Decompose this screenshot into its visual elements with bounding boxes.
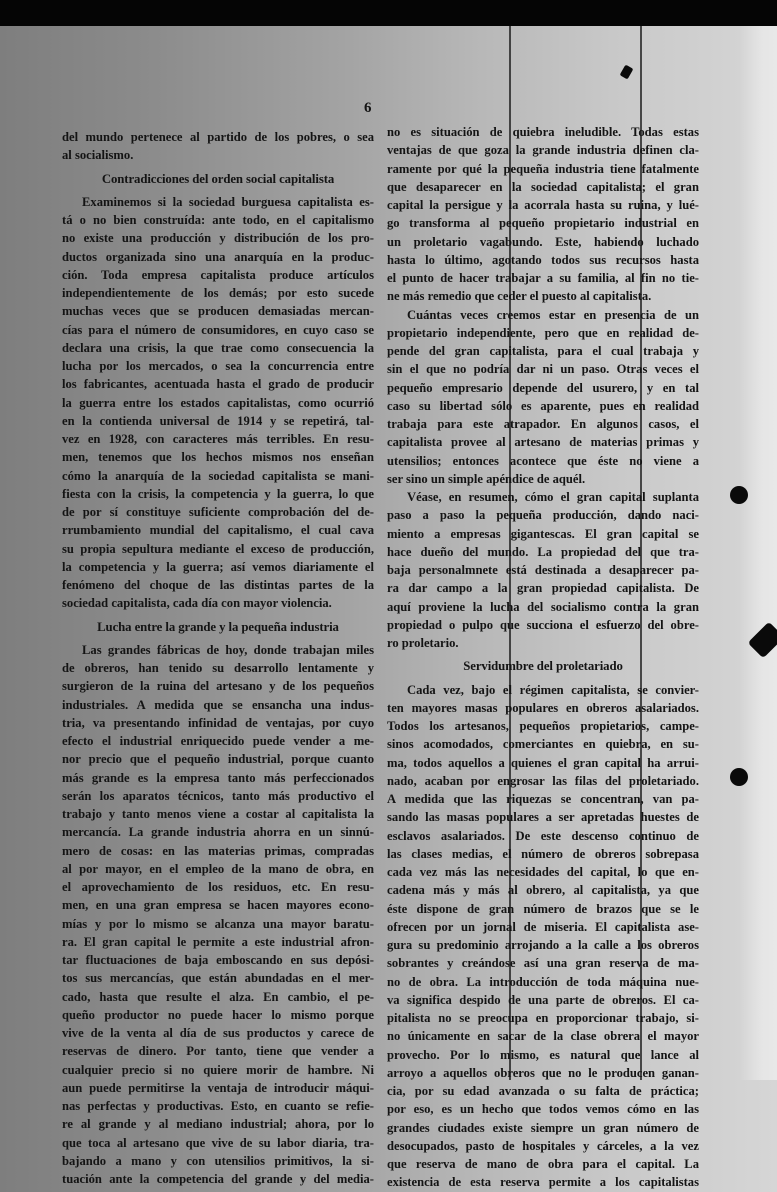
text-line: vez en 1928, con caracteres más terribles. En resu- xyxy=(62,432,374,446)
text-line: surgieron de la ruina del artesano y de los pequeños xyxy=(62,679,374,694)
text-line: fiesta con la crisis, la competencia y la guerra, lo que xyxy=(62,486,374,501)
text-line: sinos acomodados, comerciantes en quiebra, en su- xyxy=(387,737,699,752)
text-line: Todos los artesanos, pequeños propietarios, campe- xyxy=(387,719,699,733)
text-line: miento a empresas gigantescas. El gran capital se xyxy=(387,526,699,541)
text-line: ser sino un simple apéndice de aquél. xyxy=(387,471,586,486)
text-line: ra dar campo a la gran propiedad capitalista. De xyxy=(387,581,699,596)
text-column-right xyxy=(387,123,699,1192)
section-heading: Lucha entre la grande y la pequeña industria xyxy=(97,619,339,634)
text-line: tá o no bien construída: ante todo, en el capitalismo xyxy=(62,213,374,227)
paragraph xyxy=(387,306,699,489)
text-line: pende del gran capitalista, para el cual trabaja y xyxy=(387,344,699,358)
text-line: bajando a mano y con utensilios primitivos, la si- xyxy=(62,1153,374,1168)
text-line: Cuántas veces creemos estar en presencia de un xyxy=(407,307,699,322)
text-line: ro proletario. xyxy=(387,636,459,650)
paragraph xyxy=(387,123,699,306)
paragraph xyxy=(62,193,374,613)
text-column-left xyxy=(62,128,374,1188)
text-line: queño productor no puede hacer lo mismo porque xyxy=(62,1007,374,1022)
text-line: ne más remedio que ceder el puesto al capitalista. xyxy=(387,289,652,304)
scan-top-border xyxy=(0,0,777,26)
text-line: existencia de esta reserva permite a los capitalistas xyxy=(387,1175,699,1190)
text-line: rrumbamiento mundial del capitalismo, el cual cava xyxy=(62,523,374,538)
text-line: efecto el industrial enriquecido puede vender a me- xyxy=(62,734,374,748)
text-line: ventajas de que goza la grande industria definen cla- xyxy=(387,143,699,158)
text-line: reservas de dinero. Por tanto, tiene que vender a xyxy=(62,1044,374,1059)
text-line: ramente por qué la pequeña industria tiene fatalmente xyxy=(387,161,699,176)
text-line: men, tenemos que los hechos mismos nos enseñan xyxy=(62,450,374,465)
text-line: la competencia y la guerra; así vemos diariamente el xyxy=(62,559,374,574)
text-line: desocupados, pasto de hospitales y cárceles, a la vez xyxy=(387,1138,699,1153)
text-line: al socialismo. xyxy=(62,148,134,163)
text-line: gura su predominio arrojando a la calle a los obreros xyxy=(387,938,699,952)
text-line: que toca al artesano que vive de su labor diaria, tra- xyxy=(62,1135,374,1150)
text-line: pitalista no se preocupa en proporcionar trabajo, si- xyxy=(387,1011,699,1025)
text-line: fenómeno del choque de las distintas partes de la xyxy=(62,578,374,592)
text-line: tuación ante la competencia del grande y del media- xyxy=(62,1172,374,1186)
text-line: trabajo y tanto menos viene a costar al capitalista la xyxy=(62,807,374,821)
text-line: caso su libertad sólo es aparente, pues en realidad xyxy=(387,398,699,413)
text-line: arroyo a aquellos obreros que no le producen ganan- xyxy=(387,1065,699,1080)
text-line: su propia sepultura mediante el exceso de producción, xyxy=(62,541,374,556)
text-line: capital la persigue y la acorrala hasta su ruina, y lué- xyxy=(387,198,699,212)
text-line: cadena más y más al obrero, al capitalista, ya que xyxy=(387,883,699,898)
text-line: un proletario vagabundo. Este, habiendo luchado xyxy=(387,234,699,249)
text-line: éste dispone de gran número de brazos que se le xyxy=(387,901,699,916)
text-line: grandes ciudades existe siempre un gran número de xyxy=(387,1120,699,1135)
text-line: sobrantes y creándose así una gran reserva de ma- xyxy=(387,956,699,971)
paragraph xyxy=(387,681,699,1192)
paragraph xyxy=(387,488,699,652)
text-line: nas perfectas y productivas. Esto, en cuanto se refie- xyxy=(62,1099,374,1113)
text-line: al por mayor, en el empleo de la mano de obra, en xyxy=(62,861,374,876)
text-line: cualquier precio si no quiere morir de hambre. Ni xyxy=(62,1062,374,1077)
text-line: vive de la venta al día de sus productos y carece de xyxy=(62,1026,374,1040)
text-line: aquí proviene la lucha del socialismo contra la gran xyxy=(387,599,699,614)
text-line: muchas veces que se producen demasiadas mercan- xyxy=(62,304,374,319)
text-line: Cada vez, bajo el régimen capitalista, se convier- xyxy=(407,682,699,697)
text-line: de por sí constituye suficiente comprobación del de- xyxy=(62,505,374,519)
text-line: paso a paso la pequeña producción, dando naci- xyxy=(387,508,699,523)
text-line: que desaparecer en la sociedad capitalista; el gran xyxy=(387,179,699,194)
text-line: lucha por los mercados, o sea la concurrencia entre xyxy=(62,359,374,373)
text-line: del mundo pertenece al partido de los pobres, o sea xyxy=(62,130,374,144)
text-line: no de obra. La introducción de toda máquina nue- xyxy=(387,974,699,989)
section-heading: Servidumbre del proletariado xyxy=(463,659,623,674)
text-line: ción. Toda empresa capitalista produce artículos xyxy=(62,267,374,282)
text-line: el aprovechamiento de los residuos, etc. En resu- xyxy=(62,880,374,894)
text-line: mías y por lo mismo se alcanza una mayor baratu- xyxy=(62,916,374,931)
text-line: sociedad capitalista, cada día con mayor violencia. xyxy=(62,596,332,611)
text-line: Véase, en resumen, cómo el gran capital suplanta xyxy=(407,490,699,504)
text-line: independientemente de los demás; por esto sucede xyxy=(62,286,374,300)
text-line: industriales. A medida que se ensancha una indus- xyxy=(62,697,374,712)
text-line: sando las masas populares a ser apretadas huestes de xyxy=(387,810,699,825)
paragraph xyxy=(62,641,374,1189)
text-line: cia, por su edad avanzada o su falta de práctica; xyxy=(387,1084,699,1098)
text-line: cías para el número de consumidores, en cuyo caso se xyxy=(62,322,374,337)
text-line: ofrecen por un jornal de miseria. El capitalista ase- xyxy=(387,919,699,934)
paragraph xyxy=(62,128,374,165)
text-line: ten mayores masas populares en obreros asalariados. xyxy=(387,700,699,715)
text-line: más grande es la empresa tanto más perfeccionados xyxy=(62,770,374,785)
page-number: 6 xyxy=(364,100,372,116)
binding-hole xyxy=(730,486,748,504)
text-line: va significa despido de una parte de obreros. El ca- xyxy=(387,992,699,1007)
text-line: no existe una producción y distribución de los pro- xyxy=(62,231,374,246)
text-line: por eso, es un hecho que todos vemos cómo en las xyxy=(387,1102,699,1117)
text-line: sin el que no podría dar ni un paso. Otras veces el xyxy=(387,362,699,377)
page-edge xyxy=(739,26,777,1080)
text-line: tria, va presentando infinidad de ventajas, por cuyo xyxy=(62,715,374,730)
section-heading: Contradicciones del orden social capitalista xyxy=(101,171,335,186)
text-line: tos sus mercancías, que están abundadas en el mer- xyxy=(62,971,374,986)
text-line: baja personalmnete está destinada a desaparecer pa- xyxy=(387,563,699,577)
text-line: hace dueño del mundo. La propiedad del que tra- xyxy=(387,544,699,559)
text-line: nado, acaban por engrosar las filas del proletariado. xyxy=(387,773,699,788)
text-line: cómo la anarquía de la sociedad capitalista se mani- xyxy=(62,468,374,483)
text-line: propiedad o pulpo que succiona el esfuerzo del obre- xyxy=(387,617,699,632)
text-line: hasta lo último, agotando todos sus recursos hasta xyxy=(387,252,699,267)
text-line: utensilios; entonces acontece que éste no viene a xyxy=(387,453,699,468)
text-line: la guerra entre los estados capitalistas, como ocurrió xyxy=(62,395,374,410)
text-line: ductos organizada sino una anarquía en la produc- xyxy=(62,249,374,264)
text-line: mero de cosas: en las materias primas, compradas xyxy=(62,843,374,858)
text-line: men, en una gran empresa se hacen mayores econo- xyxy=(62,898,374,913)
text-line: tar fluctuaciones de baja emboscando en sus depósi- xyxy=(62,953,374,967)
text-line: Las grandes fábricas de hoy, donde trabajan miles xyxy=(82,642,374,657)
text-line: ra. El gran capital le permite a este industrial afron- xyxy=(62,934,374,949)
text-line: en la contienda universal de 1914 y se repetirá, tal- xyxy=(62,413,374,428)
text-line: declara una crisis, la que trae como consecuencia la xyxy=(62,340,374,355)
text-line: pequeño empresario depende del usurero, y en tal xyxy=(387,380,699,395)
text-line: nor precio que el pequeño industrial, porque cuanto xyxy=(62,752,374,767)
text-line: propietario independiente, pero que en realidad de- xyxy=(387,325,699,340)
text-line: no es situación de quiebra ineludible. Todas estas xyxy=(387,125,699,139)
text-line: trabaja para este atrapador. En algunos casos, el xyxy=(387,417,699,431)
text-line: el punto de hacer trabajar a su familia, al fin no tie- xyxy=(387,271,699,285)
text-line: Examinemos si la sociedad burguesa capitalista es- xyxy=(82,194,374,209)
text-line: re al grande y al mediano industrial; ahora, por lo xyxy=(62,1117,374,1132)
text-line: los fabricantes, acentuada hasta el grado de producir xyxy=(62,377,374,392)
text-line: de obreros, han tenido su desarrollo lentamente y xyxy=(62,661,374,675)
scan-mark xyxy=(620,65,634,80)
text-line: serán los aparatos técnicos, tanto más productivo el xyxy=(62,788,374,803)
text-line: no únicamente en sacar de la clase obrera el mayor xyxy=(387,1029,699,1044)
text-line: las clases medias, el número de obreros sobrepasa xyxy=(387,846,699,861)
text-line: cado, hasta que resulte el alza. En cambio, el pe- xyxy=(62,989,374,1004)
text-line: provecho. Por lo mismo, es natural que lance al xyxy=(387,1047,699,1062)
text-line: que reserva de mano de obra para el capital. La xyxy=(387,1157,699,1171)
text-line: go transforma al pequeño propietario industrial en xyxy=(387,216,699,231)
text-line: esclavos asalariados. De este descenso continuo de xyxy=(387,828,699,843)
text-line: cada vez más las necesidades del capital, lo que en- xyxy=(387,865,699,879)
text-line: ma, todos aquellos a quienes el gran capital ha arrui- xyxy=(387,755,699,770)
text-line: aun puede permitirse la ventaja de introducir máqui- xyxy=(62,1080,374,1095)
text-line: mercancía. La grande industria ahorra en un sinnú- xyxy=(62,825,374,840)
text-line: capitalista provee al artesano de materias primas y xyxy=(387,435,699,450)
text-line: A medida que las riquezas se concentran, van pa- xyxy=(387,792,699,806)
binding-hole xyxy=(730,768,748,786)
